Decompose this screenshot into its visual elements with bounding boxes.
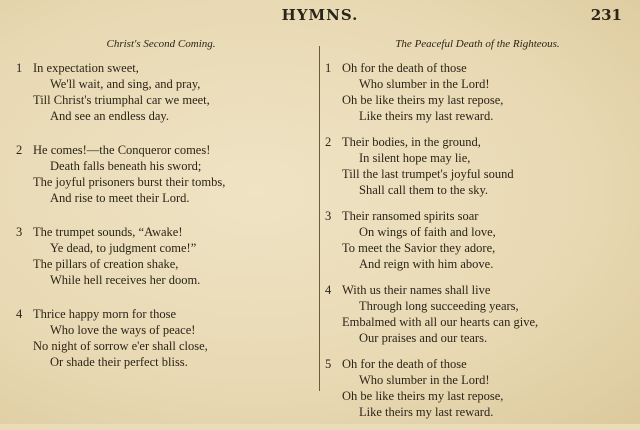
verse	[16, 224, 306, 288]
verse-line	[16, 306, 306, 322]
verse-line: Death falls beneath his sword;	[50, 159, 202, 173]
verse-line: While hell receives her doom.	[50, 273, 201, 287]
verse-line: And rise to meet their Lord.	[50, 191, 190, 205]
verse-number: 5	[325, 357, 332, 371]
verse-line: The joyful prisoners burst their tombs,	[33, 175, 226, 189]
verse-line: Like theirs my last reward.	[359, 109, 494, 123]
verse-line: Our praises and our tears.	[359, 331, 488, 345]
verse-line: Like theirs my last reward.	[359, 405, 494, 419]
page-number: 231	[590, 6, 622, 24]
verse-line: Till the last trumpet's joyful sound	[342, 167, 514, 181]
verse-line-text: Oh for the death of those	[342, 61, 467, 75]
verse-line: No night of sorrow e'er shall close,	[33, 339, 208, 353]
verse-line: Embalmed with all our hearts can give,	[342, 315, 539, 329]
verse-line: Who slumber in the Lord!	[359, 373, 490, 387]
verse-line-text: Their ransomed spirits soar	[342, 209, 479, 223]
right-hymn	[325, 38, 630, 430]
verse-number: 1	[16, 61, 23, 75]
verse-line: Shall call them to the sky.	[359, 183, 489, 197]
verse-line: Who slumber in the Lord!	[359, 77, 490, 91]
verse	[325, 134, 630, 198]
verse	[325, 356, 630, 420]
verse-line	[325, 356, 630, 372]
left-hymn	[16, 38, 306, 388]
verse	[16, 142, 306, 206]
verse-number: 3	[325, 209, 332, 223]
verse-line: On wings of faith and love,	[359, 225, 496, 239]
verse-line-text: He comes!—the Conqueror comes!	[33, 143, 211, 157]
verse-line: Through long succeeding years,	[359, 299, 519, 313]
verse-line: Or shade their perfect bliss.	[50, 355, 188, 369]
verse-line-text: The trumpet sounds, “Awake!	[33, 225, 183, 239]
hymn-title: The Peaceful Death of the Righteous.	[395, 38, 560, 50]
verse-line: Oh be like theirs my last repose,	[342, 389, 504, 403]
verse	[325, 60, 630, 124]
verse-line: Oh be like theirs my last repose,	[342, 93, 504, 107]
verse-line	[325, 60, 630, 76]
verse-line	[16, 142, 306, 158]
verse	[16, 306, 306, 370]
verse-line	[325, 134, 630, 150]
verse-line: And reign with him above.	[359, 257, 494, 271]
verse-line: And see an endless day.	[50, 109, 169, 123]
verse-line	[16, 224, 306, 240]
verse-line-text: Oh for the death of those	[342, 357, 467, 371]
verse-line: The pillars of creation shake,	[33, 257, 179, 271]
verse-line	[16, 60, 306, 76]
verse-line: Ye dead, to judgment come!”	[50, 241, 197, 255]
verse-line-text: Their bodies, in the ground,	[342, 135, 481, 149]
verse-list	[16, 60, 306, 370]
verse-line: To meet the Savior they adore,	[342, 241, 496, 255]
verse-number: 2	[16, 143, 23, 157]
verse-number: 1	[325, 61, 332, 75]
verse-line: Till Christ's triumphal car we meet,	[33, 93, 210, 107]
verse	[16, 60, 306, 124]
verse-line-text: In expectation sweet,	[33, 61, 139, 75]
verse-number: 3	[16, 225, 23, 239]
verse	[325, 208, 630, 272]
verse-line	[325, 208, 630, 224]
verse-line: In silent hope may lie,	[359, 151, 471, 165]
column-divider	[319, 46, 320, 391]
verse-line: Who love the ways of peace!	[50, 323, 196, 337]
verse-line	[325, 282, 630, 298]
verse	[325, 282, 630, 346]
running-title: HYMNS.	[281, 6, 359, 24]
verse-line: We'll wait, and sing, and pray,	[50, 77, 201, 91]
hymn-title: Christ's Second Coming.	[106, 38, 216, 50]
verse-line-text: With us their names shall live	[342, 283, 491, 297]
verse-number: 4	[16, 307, 23, 321]
verse-number: 2	[325, 135, 332, 149]
verse-number: 4	[325, 283, 332, 297]
verse-list	[325, 60, 630, 420]
verse-line-text: Thrice happy morn for those	[33, 307, 177, 321]
